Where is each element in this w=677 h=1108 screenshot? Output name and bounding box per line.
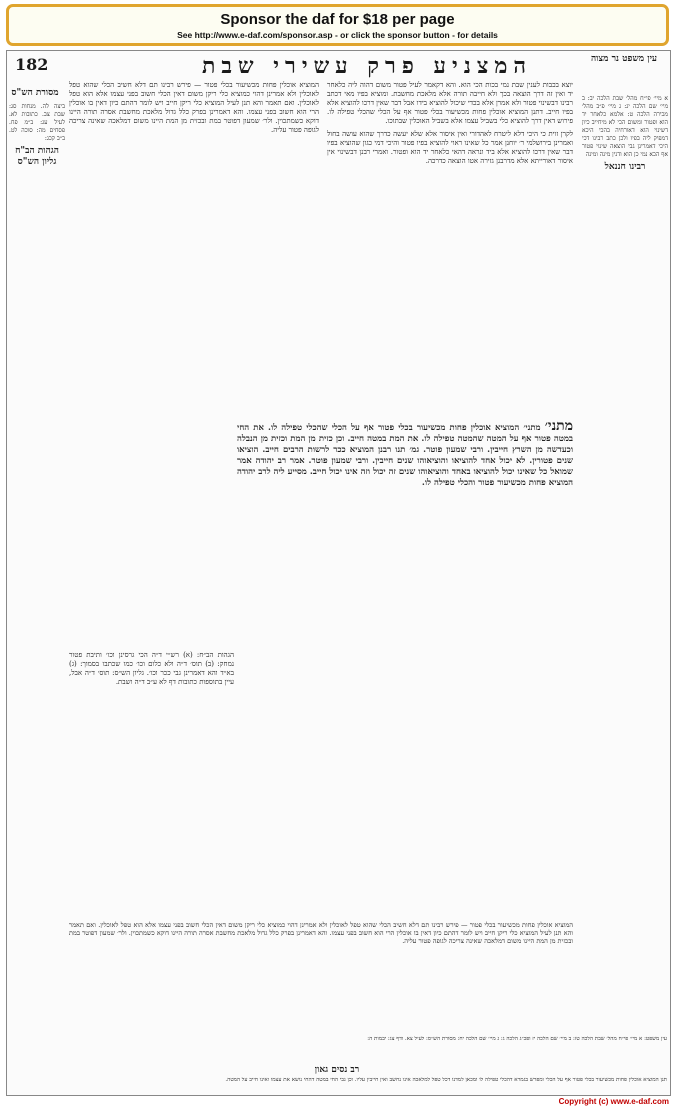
gilyon-hashas-heading: גליון הש"ס (17, 157, 57, 167)
sponsor-subtitle-link[interactable]: See http://www.e-daf.com/sponsor.asp - or click the sponsor button - for details (177, 30, 498, 40)
gemara-text: מתני׳ המוציא אוכלין פחות מכשיעור בכלי פטור אף על הכלי שהכלי טפילה לו. את החי במטה פטור אף על המטה שהמטה טפילה לו. את המת במטה חייב. וכן כזית מן המת וכזית מן הנבלה וכעדשה מן השרץ חייבין. ורבי שמעון פוטר. גמ׳ תנו רבנן המוציא ככר לרשות הרבים חייב. הוציאו שנים פטורין. לא יכול אחד להוציאו והוציאוהו שנים חייבין. ורבי שמעון פוטר. אמר רב יהודה אמר שמואל כל שאינו יכול להוציאו באחד והוציאוהו שנים זה יכול וזה אינו יכול חייב. מסייע ליה לרב יהודה המוציא פחות מכשיעור פטור והכלי טפילה לו. (237, 423, 573, 488)
tosafot-text: המוציא אוכלין פחות מכשיעור בכלי פטור — פירש רבינו תם דלא חשיב הכלי שהוא טפל לאוכלין ולא אמרינן דהוי כמוציא כלי ריקן משום דאין הכלי חשוב בפני עצמו אלא הוא טפל לאוכלין. ואם תאמר והא תנן לעיל המוציא כלי ריקן חייב ויש לומר דהתם כיון דאין בו אוכלין הרי הוא חשוב בפני עצמו. והא דאמרינן בפרק כלל גדול מלאכת מחשבת אסרה תורה היינו דוקא כשמתכוין. ולר׳ שמעון דפוטר במת ובכזית מן המת היינו משום דמלאכה שאינה צריכה לגופה פטור עליה. (69, 81, 319, 134)
left-margin-text: ביצה לה. מנחות סג: שבת צב. כתובות לא. לעיל עג: ב״מ פח. פסחים מה: סוכה לט. ב״ב קכג: (9, 103, 65, 142)
rashi-text: יוצא בכבות לענין שבת נמי בכות הכי הוא. והא דקאמר לעיל פטור משום דהוה ליה כלאחר יד ואין זה דרך הוצאה בכך ולא חייבה תורה אלא מלאכת מחשבת. ומוציא בפיו מאי דכתב רבינו דבשינוי פטור ולא אמרן אלא בכדי שיכול להוציא בידו אבל דבר שאין דרכו להוציא אלא בפיו חייב. דתנן המוציא אוכלין פחות מכשיעור בכלי פטור אף על הכלי שהכלי טפילה לו. פירוש דאין דרך להוציא כלי בשביל עצמו אלא בשביל האוכלין שבתוכו. (327, 81, 573, 125)
tosafot-bottom-block (69, 921, 573, 1029)
rabbenu-nissim-text-block (7, 1077, 667, 1095)
haghot-habach-heading: הגהות הב"ח (15, 146, 59, 156)
ein-mishpat-heading: עין משפט נר מצוה (590, 54, 658, 64)
page-title: המצניע פרק עשירי שבת (202, 53, 533, 79)
margin-note-text: עין משפט: א מיי׳ פי״ח מהל׳ שבת הלכה טז: ב מיי׳ שם הלכה יז ופכ״ג הלכה ג: ג מיי׳ שם הלכה יח: מסורת הש״ס: לעיל צא. ודף צג: יבמות ה: (367, 1036, 667, 1042)
talmud-page (6, 50, 671, 1096)
rabbenu-chananel-heading: רבינו חננאל (604, 162, 646, 172)
page-number: 182 (15, 55, 49, 74)
gemara-main-text (237, 421, 573, 821)
right-margin-column (582, 95, 668, 1030)
bottom-text: תנן המוציא אוכלין פחות מכשיעור בכלי פטור אף על הכלי ומפרש בגמרא דהכלי טפילה לו ומכאן למדנו דכל טפל למלאכה אינו נחשב ואין חייבין עליו. וכן גבי החי במטה דהחי נושא את עצמו ואינו חייב על המטה. (225, 1077, 667, 1083)
masoret-hashas-heading: מסורת הש"ס (11, 88, 59, 98)
left-margin-column (9, 103, 65, 903)
rabbenu-nissim-heading: רב נסים גאון (314, 1065, 360, 1075)
lower-block-text: הגהות הב״ח: (א) רש״י ד״ה הכי גרסינן וכו׳ ותיבת פטור נמחק: (ב) תוס׳ ד״ה ולא כלום וכו׳ כמו שכתבו בסמוך: (ג) בא״ד והא דאמרינן גבי ככר וכו׳. גליון הש״ס: תוס׳ ד״ה אבל, עיין בתוספות כתובות דף לא ע״ב ד״ה ושבת. (69, 651, 234, 686)
center-top-text: לקרן זוית כי היכי דלא ליטרח לאהדורי ואין איסור אלא שלא יעשה כדרך שהוא עושה בחול ואמרינן בירושלמי ר׳ יוחנן אמר כל שאינו ראוי להוציא בפיו פטור והיכי דמי כגון שהוציא בפיו דבר שאין דרכו להוציא אלא ביד ונראה דהאי כלאחר יד הוא ופטור. ואמרי רבנן דבשינוי אין איסור דאורייתא אלא מדרבנן גזירה אטו הוצאה כדרכה. (327, 130, 573, 165)
margin-notes-strip (7, 1036, 667, 1060)
copyright-notice: Copyright (c) www.e-daf.com (558, 1097, 669, 1106)
mishnah-label: מתני׳ (544, 421, 573, 434)
tosafot-bottom-text: המוציא אוכלין פחות מכשיעור בכלי פטור — פירש רבינו תם דלא חשיב הכלי שהוא טפל לאוכלין ולא אמרינן דהוי כמוציא כלי ריקן משום דאין הכלי חשוב בפני עצמו אלא הוא טפל לאוכלין. ואם תאמר והא תנן לעיל המוציא כלי ריקן חייב ויש לומר דהתם כיון דאין בו אוכלין הרי הוא חשוב בפני עצמו. והא דאמרינן בפרק כלל גדול מלאכת מחשבת אסרה תורה היינו דוקא כשמתכוין. ולר׳ שמעון דפוטר במת ובכזית מן המת היינו משום דמלאכה שאינה צריכה לגופה פטור עליה. (69, 921, 573, 945)
right-margin-text: א מיי׳ פי״ח מהל׳ שבת הלכה יב: ב מיי׳ שם הלכה יג: ג מיי׳ פ״ב מהל׳ מכירה הלכה ט: אלמא כלאחר יד הוא ופטור ומשום הכי לא מיחייב כיון דשינוי הוא דאורחיה בהכי היכא דמפיק ליה בפיו ולכן כתב רבינו דכי היכי דאמרינן גבי הוצאה שינוי פטור אף הכא נמי כן הוא ודנין מינה ומינה (582, 95, 668, 158)
sponsor-title[interactable]: Sponsor the daf for $18 per page (220, 11, 455, 28)
page-header (7, 53, 670, 83)
sponsor-banner[interactable] (6, 4, 669, 46)
rashi-commentary (327, 81, 573, 421)
